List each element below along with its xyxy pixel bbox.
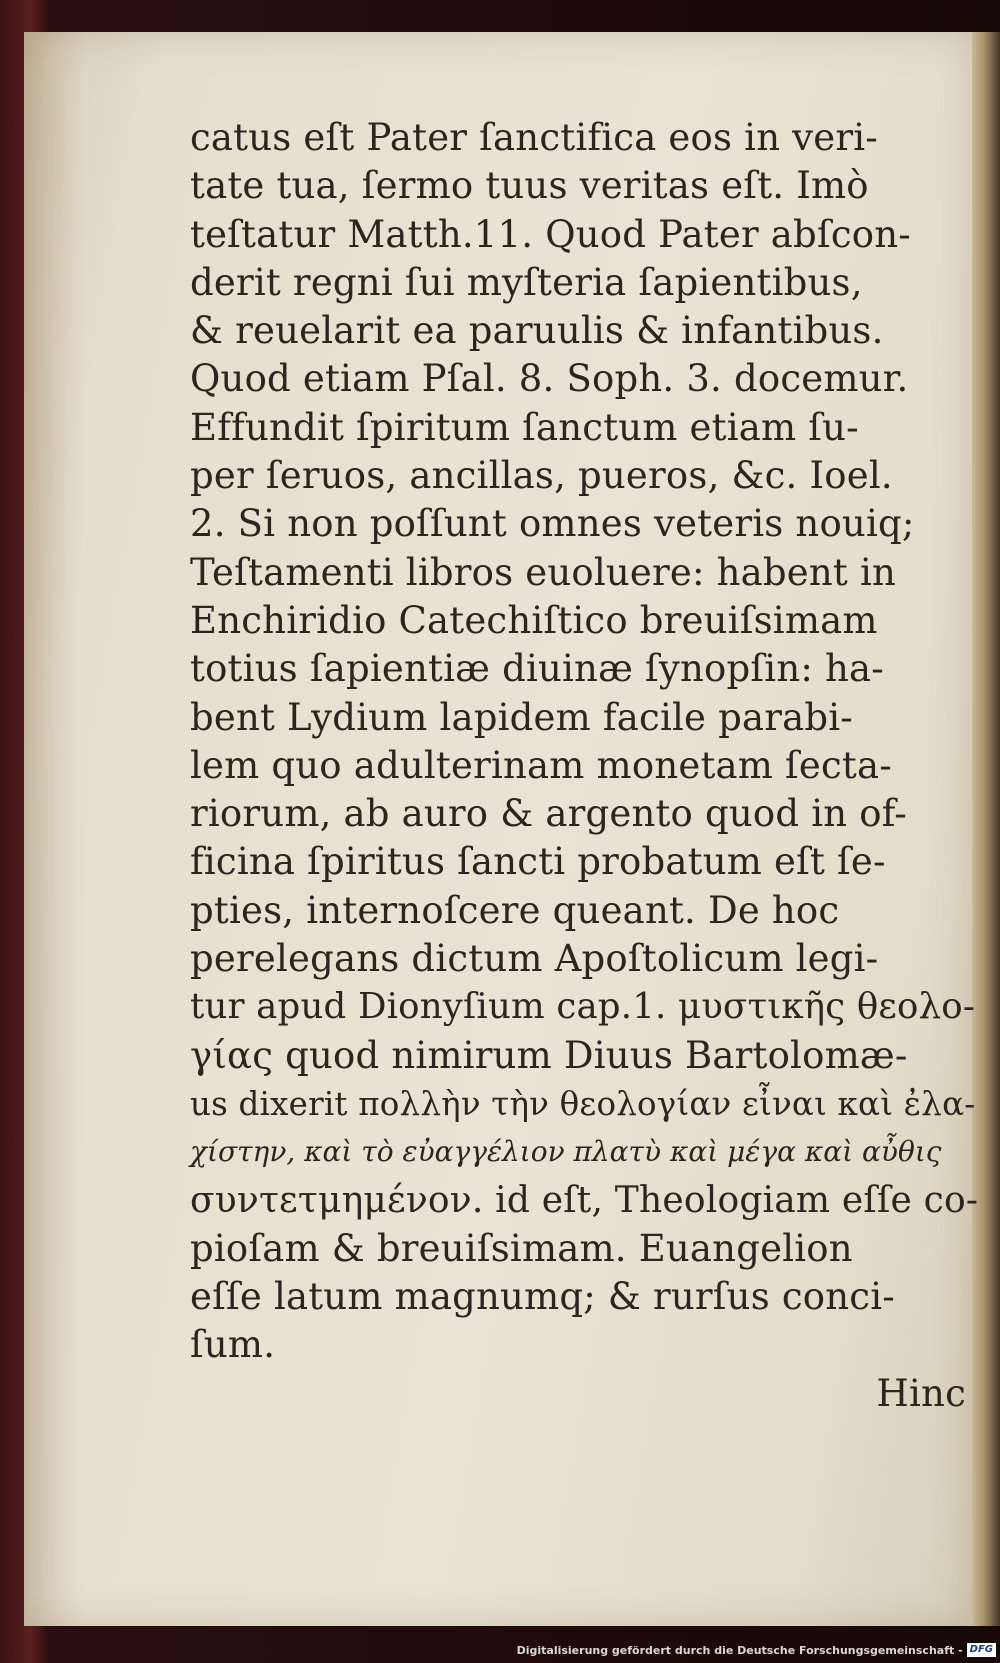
text-line: 2. Si non poſſunt omnes veteris nouiq; <box>190 502 915 546</box>
book-page <box>24 32 979 1626</box>
catchword: Hinc <box>876 1371 966 1415</box>
text-line: Quod etiam Pſal. 8. Soph. 3. docemur. <box>190 357 909 401</box>
text-line: συντετμημένον. id eſt, Theologiam eſſe co- <box>190 1179 979 1221</box>
text-line: tate tua, ſermo tuus veritas eſt. Imò <box>190 164 869 208</box>
text-line: eſſe latum magnumq; & rurſus conci- <box>190 1275 895 1319</box>
text-line: pties, internoſcere queant. De hoc <box>190 888 840 932</box>
text-line: per ſeruos, ancillas, pueros, &c. Ioel. <box>190 454 893 498</box>
body-text <box>190 114 980 1418</box>
text-line: lem quo adulterinam monetam ſecta- <box>190 743 892 787</box>
text-line-greek: χίστην, καὶ τὸ εὐαγγέλιον πλατὺ καὶ μέγα καὶ αὖθις <box>190 1135 942 1169</box>
text-line: pioſam & breuiſsimam. Euangelion <box>190 1226 853 1270</box>
text-line: us dixerit πολλὴν τὴν θεολογίαν εἶναι καὶ ἐλα- <box>190 1084 976 1123</box>
text-line: Effundit ſpiritum ſanctum etiam ſu- <box>190 405 859 449</box>
digitization-footer <box>517 1640 996 1660</box>
text-line: ficina ſpiritus ſancti probatum eſt ſe- <box>190 840 886 884</box>
text-line: & reuelarit ea paruulis & infantibus. <box>190 309 884 353</box>
dfg-logo: DFG <box>967 1643 996 1657</box>
funding-credit: Digitalisierung gefördert durch die Deutsche Forschungsgemeinschaft - <box>516 1643 963 1657</box>
text-line: ſum. <box>190 1323 276 1367</box>
text-line: γίας quod nimirum Diuus Bartolomæ- <box>190 1033 908 1077</box>
text-line: totius ſapientiæ diuinæ ſynopſin: ha- <box>190 647 884 691</box>
text-line: teſtatur Matth.11. Quod Pater abſcon- <box>190 212 911 256</box>
text-line: bent Lydium lapidem facile parabi- <box>190 695 854 739</box>
text-line: derit regni ſui myſteria ſapientibus, <box>190 260 863 304</box>
gutter-shadow <box>24 32 84 1626</box>
text-line: riorum, ab auro & argento quod in of- <box>190 792 908 836</box>
text-line: catus eſt Pater ſanctifica eos in veri- <box>190 116 879 159</box>
text-line: perelegans dictum Apoſtolicum legi- <box>190 937 879 981</box>
text-line: tur apud Dionyſium cap.1. μυστικῆς θεολο- <box>190 986 976 1028</box>
text-line: Enchiridio Catechiſtico breuiſsimam <box>190 598 878 642</box>
text-line: Teſtamenti libros euoluere: habent in <box>190 550 897 594</box>
